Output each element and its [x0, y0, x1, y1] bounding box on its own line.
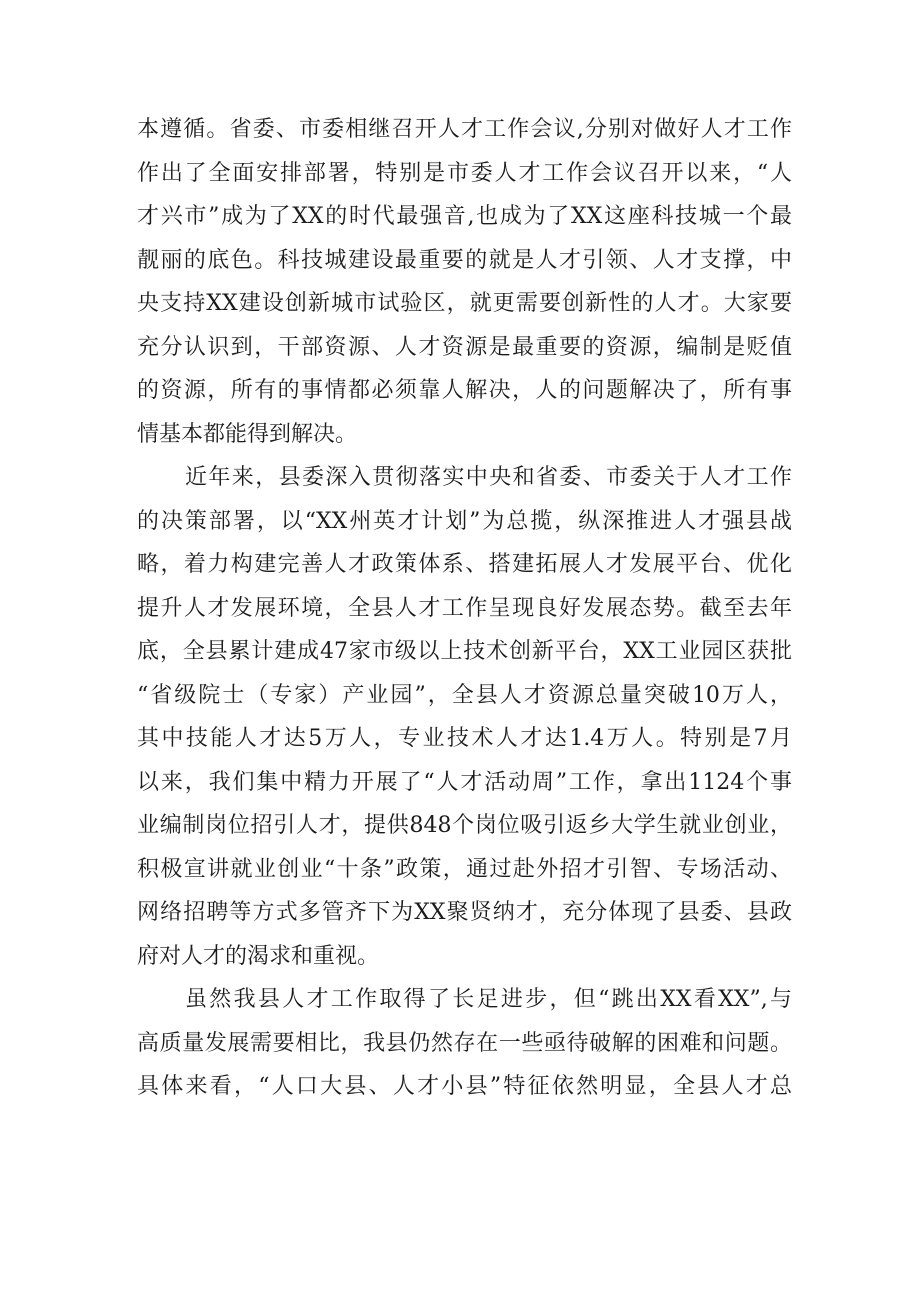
text-line: 虽然我县人才工作取得了长足进步，但“跳出XX看XX”,与 [185, 987, 792, 1012]
text-line: 底，全县累计建成47家市级以上技术创新平台，XX工业园区获批 [137, 639, 792, 664]
text-line: 的决策部署，以“XX州英才计划”为总揽，纵深推进人才强县战 [137, 508, 792, 534]
body-text [137, 108, 792, 1109]
text-line: 的资源，所有的事情都必须靠人解决，人的问题解决了，所有事 [137, 378, 792, 403]
text-line: “省级院士（专家）产业园”，全县人才资源总量突破10万人， [137, 682, 792, 708]
text-line: 作出了全面安排部署，特别是市委人才工作会议召开以来，“人 [137, 160, 792, 186]
paragraph [137, 978, 792, 1109]
paragraph [137, 456, 792, 978]
text-line: 靓丽的底色。科技城建设最重要的就是人才引领、人才支撑，中 [137, 247, 792, 273]
text-line: 业编制岗位招引人才，提供848个岗位吸引返乡大学生就业创业， [137, 813, 792, 838]
text-line: 提升人才发展环境，全县人才工作呈现良好发展态势。截至去年 [137, 595, 792, 621]
text-line: 网络招聘等方式多管齐下为XX聚贤纳才，充分体现了县委、县政 [137, 900, 792, 925]
text-line: 积极宣讲就业创业“十条”政策，通过赴外招才引智、专场活动、 [137, 856, 792, 882]
text-line: 略，着力构建完善人才政策体系、搭建拓展人才发展平台、优化 [137, 552, 792, 577]
text-line: 才兴市”成为了XX的时代最强音,也成为了XX这座科技城一个最 [137, 204, 792, 229]
text-line: 本遵循。省委、市委相继召开人才工作会议,分别对做好人才工作 [137, 117, 792, 142]
text-line: 以来，我们集中精力开展了“人才活动周”工作，拿出1124个事 [137, 769, 792, 795]
text-line: 高质量发展需要相比，我县仍然存在一些亟待破解的困难和问题。 [137, 1030, 792, 1056]
text-line: 具体来看，“人口大县、人才小县”特征依然明显，全县人才总 [137, 1074, 792, 1099]
text-line: 其中技能人才达5万人，专业技术人才达1.4万人。特别是7月 [137, 726, 792, 751]
paragraph [137, 108, 792, 456]
text-line: 近年来，县委深入贯彻落实中央和省委、市委关于人才工作 [185, 465, 792, 490]
text-line: 府对人才的渴求和重视。 [137, 943, 380, 969]
text-line: 情基本都能得到解决。 [137, 421, 358, 447]
text-line: 央支持XX建设创新城市试验区，就更需要创新性的人才。大家要 [137, 291, 792, 316]
text-line: 充分认识到，干部资源、人才资源是最重要的资源，编制是贬值 [137, 334, 792, 360]
